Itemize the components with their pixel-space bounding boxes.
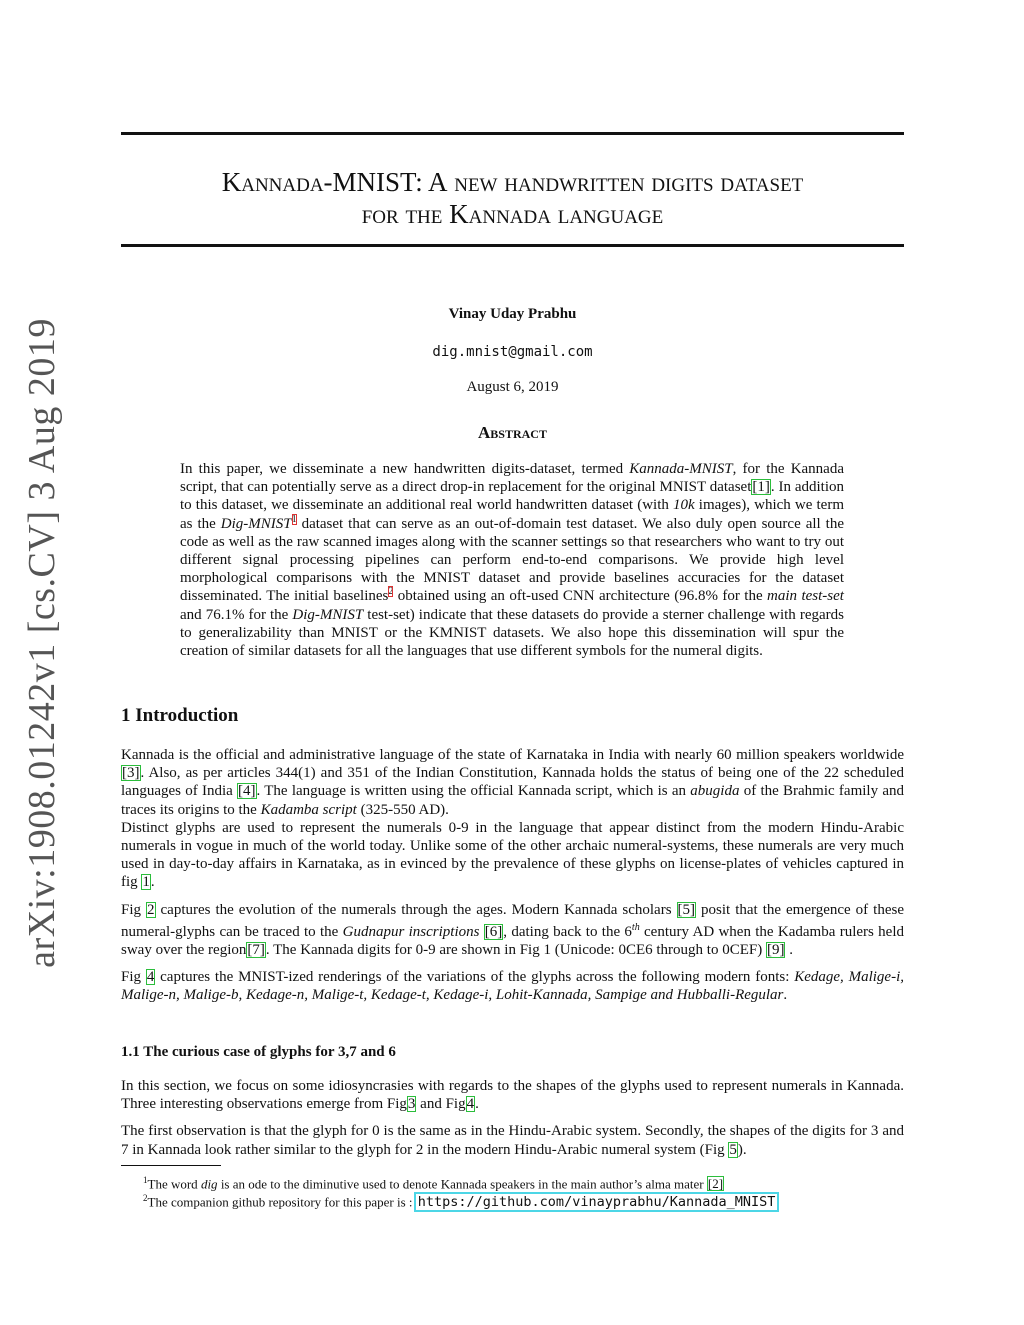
figure-link[interactable]: 4 bbox=[146, 969, 155, 986]
citation-link[interactable]: [1] bbox=[752, 479, 770, 496]
footnote-link[interactable]: 2 bbox=[388, 586, 394, 598]
paper-title-line1: Kannada-MNIST: A new handwritten digits dataset bbox=[221, 167, 804, 197]
paragraph: The first observation is that the glyph for 0 is the same as in the Hindu-Arabic system. Secondly, the shapes of the digits for 3 and 7 in Kannada look rather similar to the glyph for 2 in the modern Hindu-Arabic numeral system (Fig 5). bbox=[121, 1123, 904, 1158]
title-top-rule bbox=[121, 132, 904, 135]
figure-link[interactable]: 5 bbox=[729, 1141, 737, 1158]
subsection-body bbox=[121, 1077, 904, 1159]
abstract-text: In this paper, we disseminate a new handwritten digits-dataset, termed Kannada-MNIST, for the Kannada script, that can potentially serve as a direct drop-in replacement for the original MNIST dataset[1]. In addition to this dataset, we disseminate an additional real world handwritten dataset (with 10k images), which we term as the Dig-MNIST$^1$ dataset that can serve as an out-of-domain test dataset. We also duly open source all the code as well as the raw scanned images along with the scanner settings so that researchers who want to try out different signal processing pipelines can perform end-to-end comparisons. We provide high level morphological comparisons with the MNIST dataset and provide baselines accuracies for the dataset disseminated. The initial baselines$^2$ obtained using an oft-used CNN architecture (96.8% for the main test-set and 76.1% for the Dig-MNIST test-set) indicate that these datasets do provide a sterner challenge with regards to generalizability than MNIST or the KMNIST datasets. We also hope this dissemination will spur the creation of similar datasets for all the languages that use different symbols for the numeral digits. bbox=[180, 461, 845, 660]
section-heading-introduction: 1 Introduction bbox=[121, 705, 239, 726]
citation-link[interactable]: [5] bbox=[677, 901, 696, 918]
introduction-body bbox=[121, 746, 904, 1005]
figure-link[interactable]: 4 bbox=[466, 1096, 475, 1113]
paper-title-line2: for the Kannada language bbox=[361, 199, 664, 229]
paragraph: Fig 4 captures the MNIST-ized renderings of the variations of the glyphs across the following modern fonts: Kedage, Malige-i, Malige-n, Malige-b, Kedage-n, Malige-t, Kedage-t, Kedage-i, Lohit-Kannada, Sampige and Hubballi-Regular. bbox=[121, 969, 904, 1004]
footnote-link[interactable]: 1 bbox=[291, 513, 297, 525]
citation-link[interactable]: [9] bbox=[766, 942, 785, 959]
github-url-link[interactable]: https://github.com/vinayprabhu/Kannada_MNIST bbox=[417, 1194, 776, 1211]
paragraph: Fig 2 captures the evolution of the numerals through the ages. Modern Kannada scholars [5] posit that the emergence of these numeral-glyphs can be traced to the Gudnapur inscriptions [6], dating back to the 6th century AD when the Kadamba rulers held sway over the region[7]. The Kannada digits for 0-9 are shown in Fig 1 (Unicode: 0CE6 through to 0CEF) [9] . bbox=[121, 901, 904, 959]
footnote-separator bbox=[121, 1165, 221, 1166]
paragraph: In this section, we focus on some idiosyncrasies with regards to the shapes of the glyphs used to represent numerals in Kannada. Three interesting observations emerge from Fig3 and Fig4. bbox=[121, 1078, 904, 1113]
figure-link[interactable]: 2 bbox=[147, 901, 155, 918]
footnote-2: $^2$The companion github repository for this paper is : https://github.com/vinayprabhu/Kannada_MNIST bbox=[143, 1193, 776, 1211]
citation-link[interactable]: [4] bbox=[238, 783, 256, 800]
title-bottom-rule bbox=[121, 244, 904, 247]
paragraph: Distinct glyphs are used to represent the numerals 0-9 in the language that appear distinct from the modern Hindu-Arabic numerals in vogue in much of the world today. Unlike some of the other archaic numeral-systems, these numerals are very much used in day-to-day affairs in Karnataka, as in evinced by the prevalence of these glyphs on license-plates of vehicles captured in fig 1. bbox=[121, 819, 904, 891]
paper-date: August 6, 2019 bbox=[466, 379, 559, 395]
author-name: Vinay Uday Prabhu bbox=[448, 306, 577, 322]
abstract-heading: Abstract bbox=[478, 423, 547, 442]
footnote-1: $^1$The word dig is an ode to the diminutive used to denote Kannada speakers in the main author’s alma mater [2] bbox=[143, 1175, 724, 1192]
subsection-heading: 1.1 The curious case of glyphs for 3,7 and 6 bbox=[121, 1044, 396, 1060]
figure-link[interactable]: 1 bbox=[142, 874, 150, 891]
citation-link[interactable]: [6] bbox=[484, 923, 503, 940]
citation-link[interactable]: [3] bbox=[122, 765, 140, 782]
figure-link[interactable]: 3 bbox=[407, 1096, 416, 1113]
citation-link[interactable]: [2] bbox=[707, 1176, 724, 1192]
arxiv-identifier: arXiv:1908.01242v1 [cs.CV] 3 Aug 2019 bbox=[21, 318, 63, 968]
author-email[interactable]: dig.mnist@gmail.com bbox=[432, 344, 593, 360]
citation-link[interactable]: [7] bbox=[247, 942, 265, 959]
paragraph: Kannada is the official and administrative language of the state of Karnataka in India with nearly 60 million speakers worldwide [3]. Also, as per articles 344(1) and 351 of the Indian Constitution, Kannada holds the status of being one of the 22 scheduled languages of India [4]. The language is written using the official Kannada script, which is an abugida of the Brahmic family and traces its origins to the Kadamba script (325-550 AD). bbox=[121, 747, 904, 818]
